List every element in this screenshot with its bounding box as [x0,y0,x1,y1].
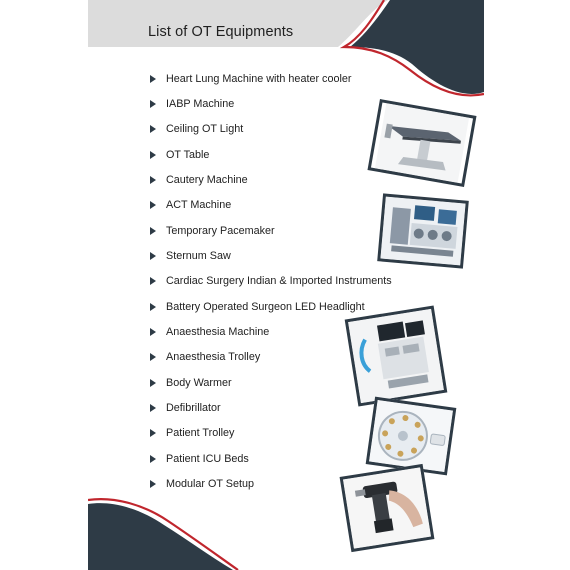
list-item [148,421,392,446]
list-item-label: Heart Lung Machine with heater cooler [166,72,352,85]
list-item-label: Anaesthesia Machine [166,326,270,339]
list-item [148,243,392,268]
list-item-label: ACT Machine [166,199,232,212]
triangle-bullet-icon [150,353,156,361]
ceiling-ot-light-photo-icon [366,397,457,476]
page-title: List of OT Equipments [148,24,294,40]
heart-lung-machine-photo-icon [377,193,469,268]
triangle-bullet-icon [150,227,156,235]
list-item-label: Patient ICU Beds [166,452,249,465]
list-item [148,446,392,471]
list-item [148,218,392,243]
triangle-bullet-icon [150,252,156,260]
list-item [148,142,392,167]
triangle-bullet-icon [150,151,156,159]
triangle-bullet-icon [150,379,156,387]
list-item-label: OT Table [166,148,210,161]
triangle-bullet-icon [150,455,156,463]
triangle-bullet-icon [150,176,156,184]
list-item-label: IABP Machine [166,98,235,111]
list-item [148,66,392,91]
list-item-label: Cautery Machine [166,174,248,187]
list-item-label: Modular OT Setup [166,478,255,491]
triangle-bullet-icon [150,404,156,412]
list-item [148,294,392,319]
list-item [148,193,392,218]
list-item-label: Defibrillator [166,402,221,415]
triangle-bullet-icon [150,277,156,285]
list-item-label: Patient Trolley [166,427,235,440]
list-item [148,167,392,192]
list-item [148,269,392,294]
triangle-bullet-icon [150,303,156,311]
equipment-list [148,66,392,497]
triangle-bullet-icon [150,100,156,108]
list-item-label: Sternum Saw [166,250,231,263]
list-item-label: Ceiling OT Light [166,123,244,136]
list-item-label: Anaesthesia Trolley [166,351,261,364]
list-item [148,395,392,420]
triangle-bullet-icon [150,429,156,437]
sternum-saw-photo-icon [340,464,435,552]
list-item-label: Cardiac Surgery Indian & Imported Instruments [166,275,392,288]
triangle-bullet-icon [150,201,156,209]
triangle-bullet-icon [150,125,156,133]
triangle-bullet-icon [150,328,156,336]
list-item-label: Battery Operated Surgeon LED Headlight [166,300,365,313]
triangle-bullet-icon [150,480,156,488]
brochure-page [88,0,484,570]
list-item-label: Body Warmer [166,376,232,389]
anaesthesia-machine-photo-icon [345,306,448,407]
bottom-left-wave [88,503,233,570]
list-item [148,117,392,142]
list-item-label: Temporary Pacemaker [166,224,275,237]
list-item [148,91,392,116]
triangle-bullet-icon [150,75,156,83]
